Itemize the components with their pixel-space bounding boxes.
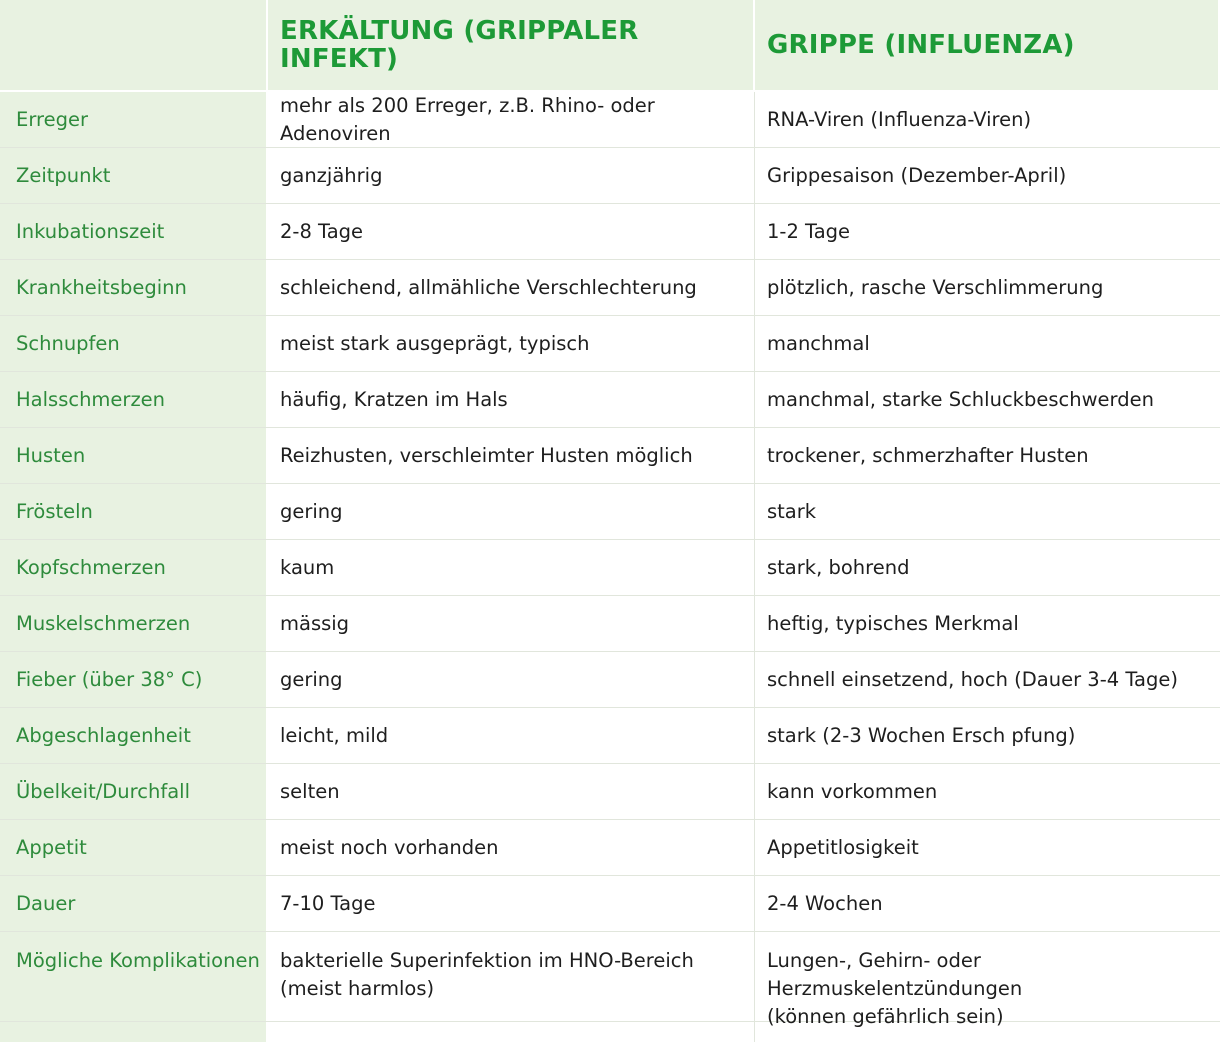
cold-cell: selten [268,764,755,819]
cold-cell: schleichend, allmähliche Verschlechterung [268,260,755,315]
flu-cell: RNA-Viren (Influenza-Viren) [767,107,1032,131]
row-label: Krankheitsbeginn [0,260,268,315]
flu-line-1: Lungen-, Gehirn- oder Herzmuskelentzündungen [767,949,1023,1000]
row-label: Kopfschmerzen [0,540,268,595]
row-label-empty [0,1022,268,1042]
cold-cell: meist stark ausgeprägt, typisch [268,316,755,371]
row-label: Inkubationszeit [0,204,268,259]
row-label: Abgeschlagenheit [0,708,268,763]
row-label: Dauer [0,876,268,931]
cold-cell: mässig [268,596,755,651]
table-row-complications [0,932,1220,1028]
cold-cell: leicht, mild [268,708,755,763]
table-row [0,316,1220,372]
row-label: Husten [0,428,268,483]
table-row [0,820,1220,876]
cold-cell: kaum [268,540,755,595]
cold-cell: gering [268,652,755,707]
table-row [0,260,1220,316]
cold-cell: 7-10 Tage [268,876,755,931]
flu-cell-empty [755,1022,1220,1042]
table-row [0,484,1220,540]
row-label: Halsschmerzen [0,372,268,427]
flu-cell: 2-4 Wochen [767,891,883,915]
flu-cell: plötzlich, rasche Verschlimmerung [767,275,1104,299]
row-label: Erreger [0,92,268,147]
table-row [0,764,1220,820]
table-header-row [0,0,1220,92]
cold-cell: 2-8 Tage [268,204,755,259]
flu-cell: manchmal, starke Schluckbeschwerden [767,387,1154,411]
flu-cell: trockener, schmerzhafter Husten [767,443,1089,467]
flu-cell [755,932,1220,1028]
cold-cell: häufig, Kratzen im Hals [268,372,755,427]
flu-cell: stark, bohrend [767,555,910,579]
row-label: Übelkeit/Durchfall [0,764,268,819]
table-row [0,428,1220,484]
table-row [0,876,1220,932]
table-row [0,92,1220,148]
flu-cell: kann vorkommen [767,779,938,803]
cold-cell: gering [268,484,755,539]
cold-cell: mehr als 200 Erreger, z.B. Rhino- oder Adenoviren [268,92,755,147]
table-row [0,708,1220,764]
cold-cell: Reizhusten, verschleimter Husten möglich [268,428,755,483]
flu-cell: manchmal [767,331,870,355]
row-label: Appetit [0,820,268,875]
flu-cell: schnell einsetzend, hoch (Dauer 3-4 Tage) [767,667,1178,691]
flu-cell: heftig, typisches Merkmal [767,611,1019,635]
flu-cell: Grippesaison (Dezember-April) [767,163,1067,187]
flu-cell: 1-2 Tage [767,219,851,243]
flu-line-2: (können gefährlich sein) [767,1005,1004,1028]
table-row [0,148,1220,204]
cold-cell [268,932,755,1021]
table-row [0,204,1220,260]
flu-cell: stark [767,499,817,523]
cold-cell-empty [268,1022,755,1042]
row-label: Fieber (über 38° C) [0,652,268,707]
cold-cell: ganzjährig [268,148,755,203]
header-empty-cell [0,0,268,90]
row-label: Zeitpunkt [0,148,268,203]
cold-cell: meist noch vorhanden [268,820,755,875]
flu-cell: Appetitlosigkeit [767,835,919,859]
table-row [0,652,1220,708]
row-label: Mögliche Komplikationen [0,932,268,1021]
flu-cell: stark (2-3 Wochen Ersch pfung) [767,723,1076,747]
row-label: Frösteln [0,484,268,539]
table-row-continuation [0,1022,1220,1042]
row-label: Muskelschmerzen [0,596,268,651]
cold-line-2: (meist harmlos) [280,977,435,1000]
header-flu-column: GRIPPE (INFLUENZA) [755,0,1220,90]
header-cold-column: ERKÄLTUNG (GRIPPALER INFEKT) [268,0,755,90]
row-label: Schnupfen [0,316,268,371]
cold-line-1: bakterielle Superinfektion im HNO-Bereich [280,949,694,972]
table-row [0,540,1220,596]
table-row [0,372,1220,428]
table-row [0,596,1220,652]
